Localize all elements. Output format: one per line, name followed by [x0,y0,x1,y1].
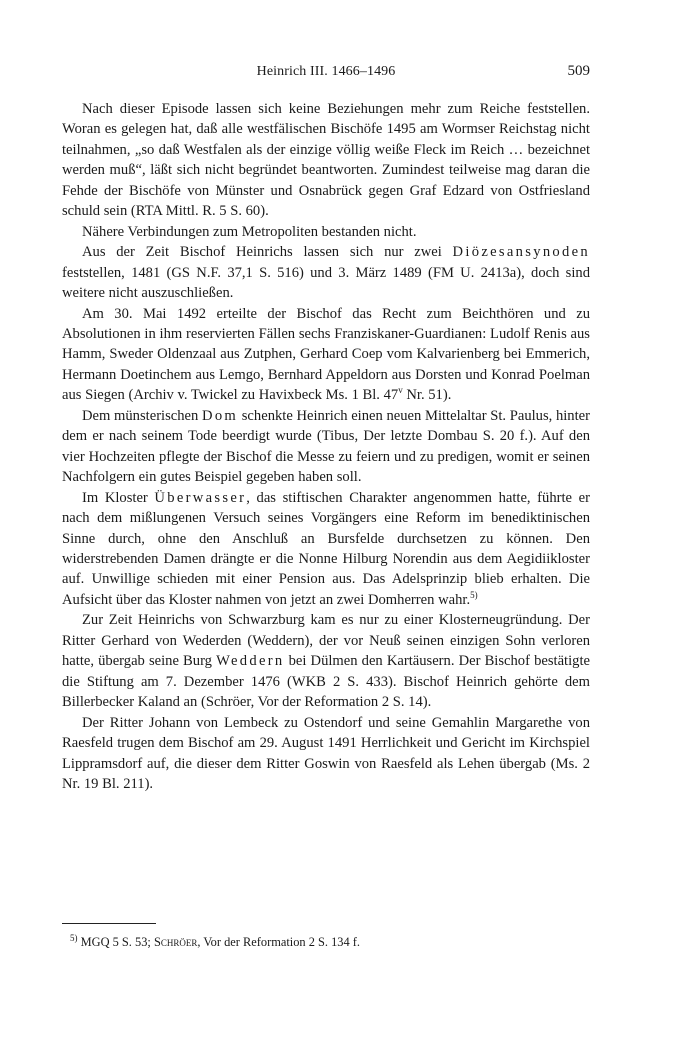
footnote-text: , Vor der Reformation 2 S. 134 f. [197,935,361,949]
footnote-author: Schröer [153,935,198,949]
paragraph-text: feststellen, 1481 (GS N.F. 37,1 S. 516) und 3. März 1489 (FM U. 2413a), doch sind weitere nicht auszuschließen. [62,264,590,302]
spaced-keyword: Dom [202,407,239,424]
paragraph-metropolit [62,222,590,242]
footnote-marker: 5) [70,932,78,943]
paragraph-text: bei Dülmen den Kartäusern. Der Bischof bestätigte die Stiftung am 7. Dezember 1476 (WKB 2 S. 433). Bischof Heinrich gehörte dem Billerbecker Kaland an (Schröer, Vor der Reformation 2 S. 14). [62,653,590,711]
footnote-rule [62,923,156,924]
paragraph-text: Aus der Zeit Bischof Heinrichs lassen sich nur zwei [82,244,453,261]
spaced-keyword: Diözesansynoden [452,244,590,261]
paragraph-text: Nähere Verbindungen zum Metropoliten bestanden nicht. [82,223,417,240]
paragraph-ueberwasser [62,488,590,611]
paragraph-text: schenkte Heinrich einen neuen Mittelaltar St. Paulus, hinter dem er nach seinem Tode beerdigt wurde (Tibus, Der letzte Dombau S. 20 f.). Auf den vier Hochzeiten pflegte der Bischof die Messe zu feiern und zu predigen, womit er seinen Nachfolgern ein gutes Beispiel gegeben haben soll. [62,407,590,486]
paragraph-weddern [62,610,590,712]
paragraph-lembeck [62,713,590,795]
paragraph-text: Nach dieser Episode lassen sich keine Beziehungen mehr zum Reiche feststellen. Woran es gelegen hat, daß alle westfälischen Bischöfe 1495 am Wormser Reichstag nicht teilnahmen, „so daß Westfalen als der einzige völlig weiße Fleck im Reich … bezeichnet werden muß“, läßt sich nicht begründet beantworten. Zumindest teilweise mag daran die Fehde der Bischöfe von Münster und Osnabrück gegen Graf Edzard von Ostfriesland schuld sein (RTA Mittl. R. 5 S. 60). [62,101,590,220]
spaced-keyword: Weddern [216,653,285,670]
footnote [70,934,590,951]
paragraph-text: Nr. 51). [402,387,452,404]
paragraph-text: Im Kloster [82,489,155,506]
paragraph-dom [62,406,590,488]
footnote-reference[interactable]: 5) [470,590,478,601]
body-text [62,99,590,794]
paragraph-text: Zur Zeit Heinrichs von Schwarzburg kam es nur zu einer Klosterneugründung. Der Ritter Gerhard von Wederden (Weddern), der vor Neuß seinen einzigen Sohn verloren hatte, übergab seine Burg [62,612,590,670]
paragraph-guardiane [62,304,590,406]
paragraph-synoden [62,242,590,303]
paragraph-text: Der Ritter Johann von Lembeck zu Ostendorf und seine Gemahlin Margarethe von Raesfeld trugen dem Bischof am 29. August 1491 Herrlichkeit und Gericht im Kirchspiel Lippramsdorf auf, die dieser dem Ritter Goswin von Raesfeld als Lehen übergab (Ms. 2 Nr. 19 Bl. 211). [62,714,590,792]
page-number: 509 [567,63,590,79]
running-title: Heinrich III. 1466–1496 [256,64,396,79]
paragraph-reich [62,99,590,222]
paragraph-text: Dem münsterischen [82,407,202,424]
footnote-text: MGQ 5 S. 53; [80,935,154,949]
paragraph-text: , das stiftischen Charakter angenommen hatte, führte er nach dem mißlungenen Versuch seines Vorgängers eine Reform im benediktinischen Sinne durch, ohne den Anschluß an Bursfelde durchsetzen zu können. Den widerstrebenden Damen drängte er die Nonne Hilburg Norendin aus dem Aegidiikloster auf. Unwillige schieden mit einer Pension aus. Das Adelsprinzip blieb erhalten. Die Aufsicht über das Kloster nahmen von jetzt an zwei Domherren wahr. [62,489,590,608]
page-header [62,64,590,86]
spaced-keyword: Überwasser [154,489,247,506]
superscript: v [398,385,403,396]
paragraph-text: Am 30. Mai 1492 erteilte der Bischof das Recht zum Beichthören und zu Absolutionen in ihm reservierten Fällen sechs Franziskaner-Guardianen: Ludolf Renis aus Hamm, Sweder Oldenzaal aus Zutphen, Gerhard Coep vom Kalvarienberg bei Emmerich, Hermann Doetinchem aus Lemgo, Bernhard Appeldorn aus Dorsten und Konrad Poelman aus Siegen (Archiv v. Twickel zu Havixbeck Ms. 1 Bl. 47 [62,305,590,404]
